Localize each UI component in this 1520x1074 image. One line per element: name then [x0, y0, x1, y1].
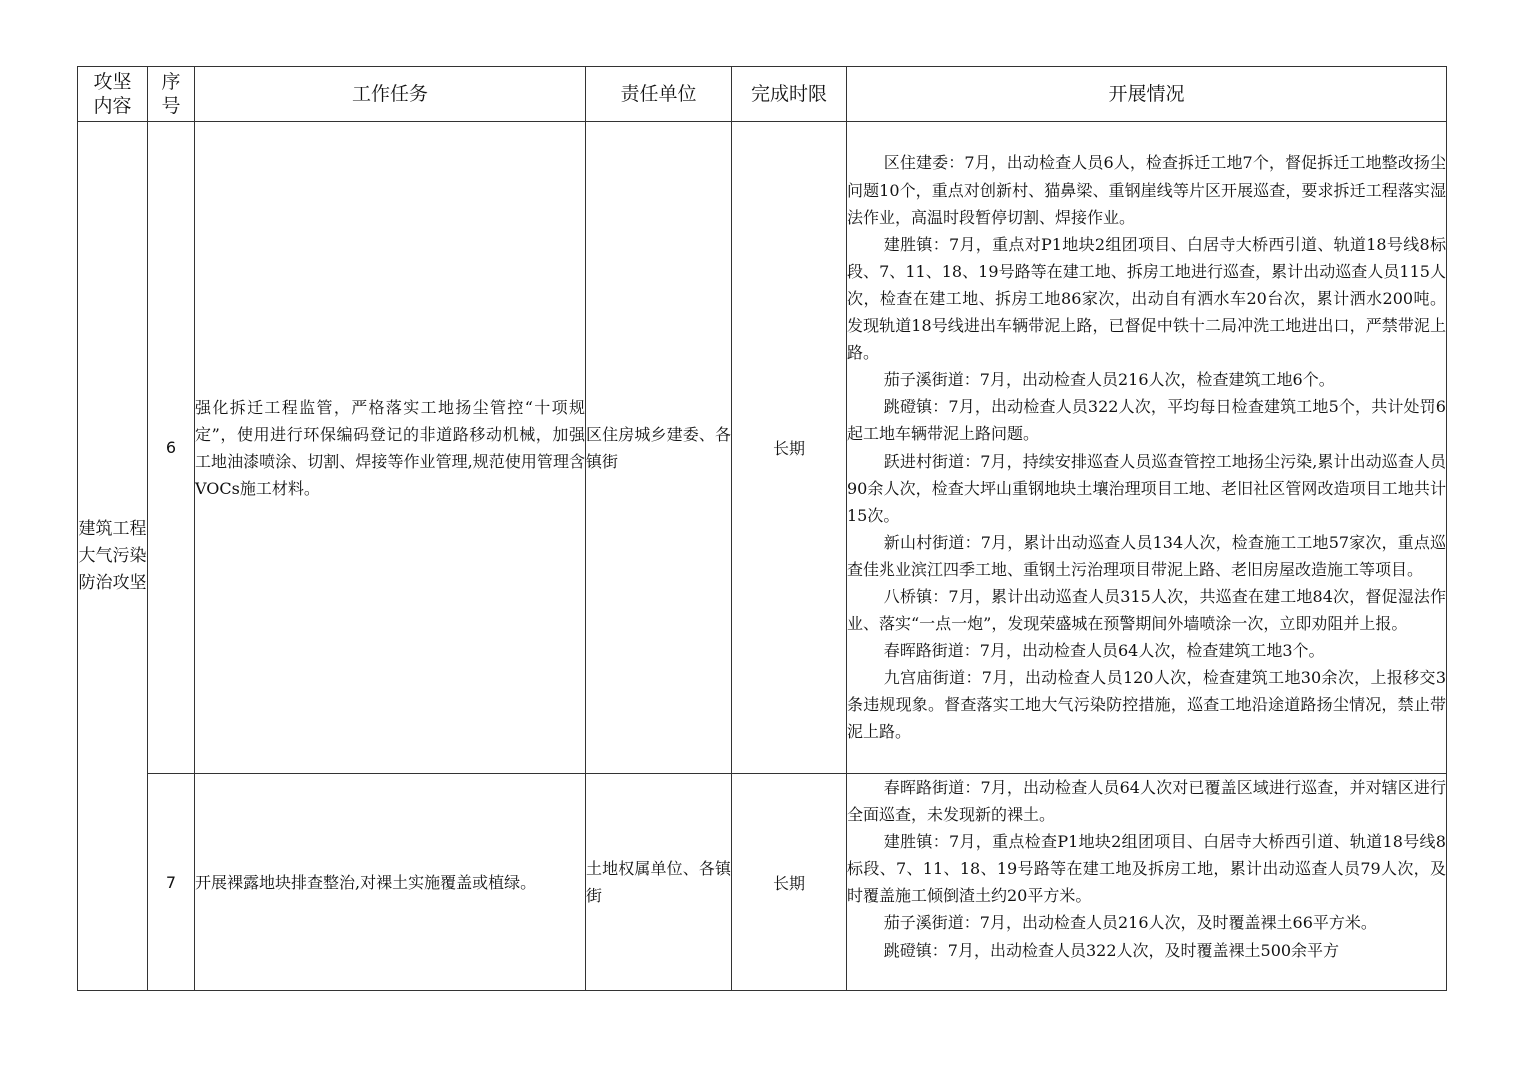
table-row	[78, 122, 1447, 774]
header-progress: 开展情况	[847, 67, 1447, 122]
progress-paragraph: 跳磴镇：7月，出动检查人员322人次，平均每日检查建筑工地5个，共计处罚6起工地车辆带泥上路问题。	[847, 397, 1446, 444]
progress-paragraph: 茄子溪街道：7月，出动检查人员216人次，及时覆盖裸土66平方米。	[883, 913, 1377, 933]
seq-cell: 7	[148, 774, 195, 991]
header-deadline: 完成时限	[732, 67, 847, 122]
deadline-cell: 长期	[732, 774, 847, 991]
progress-paragraph: 八桥镇：7月，累计出动巡查人员315人次，共巡查在建工地84次，督促湿法作业、落实“一点一炮”，发现荣盛城在预警期间外墙喷涂一次，立即劝阻并上报。	[847, 586, 1446, 634]
table-row	[78, 774, 1447, 991]
header-row	[78, 67, 1447, 122]
progress-paragraph: 区住建委：7月，出动检查人员6人，检查拆迁工地7个，督促拆迁工地整改扬尘问题10个，重点对创新村、猫鼻梁、重钢崖线等片区开展巡查，要求拆迁工程落实湿法作业，高温时段暂停切割、焊接作业。	[847, 153, 1446, 227]
progress-cell	[847, 774, 1447, 991]
seq-cell: 6	[148, 122, 195, 774]
unit-cell: 区住房城乡建委、各镇街	[586, 122, 732, 774]
task-cell: 强化拆迁工程监管，严格落实工地扬尘管控“十项规定”，使用进行环保编码登记的非道路移动机械，加强工地油漆喷涂、切割、焊接等作业管理,规范使用管理含VOCs施工材料。	[195, 122, 586, 774]
header-task: 工作任务	[195, 67, 586, 122]
work-progress-table	[77, 66, 1447, 991]
progress-paragraph: 跃进村街道：7月，持续安排巡查人员巡查管控工地扬尘污染,累计出动巡查人员90余人次，检查大坪山重钢地块土壤治理项目工地、老旧社区管网改造项目工地共计15次。	[847, 451, 1446, 525]
progress-paragraph: 春晖路街道：7月，出动检查人员64人次对已覆盖区域进行巡查，并对辖区进行全面巡查，未发现新的裸土。	[847, 778, 1446, 825]
header-seq: 序号	[148, 67, 195, 122]
progress-paragraph: 新山村街道：7月，累计出动巡查人员134人次，检查施工工地57家次，重点巡查佳兆业滨江四季工地、重钢土污治理项目带泥上路、老旧房屋改造施工等项目。	[847, 532, 1446, 579]
progress-paragraph: 茄子溪街道：7月，出动检查人员216人次，检查建筑工地6个。	[883, 370, 1335, 390]
progress-paragraph: 春晖路街道：7月，出动检查人员64人次，检查建筑工地3个。	[883, 641, 1325, 661]
progress-paragraph: 建胜镇：7月，重点检查P1地块2组团项目、白居寺大桥西引道、轨道18号线8标段、7、11、18、19号路等在建工地及拆房工地，累计出动巡查人员79人次，及时覆盖施工倾倒渣土约20平方米。	[847, 832, 1446, 906]
deadline-cell: 长期	[732, 122, 847, 774]
header-unit: 责任单位	[586, 67, 732, 122]
category-cell: 建筑工程大气污染防治攻坚	[78, 122, 148, 991]
progress-paragraph: 建胜镇：7月，重点对P1地块2组团项目、白居寺大桥西引道、轨道18号线8标段、7、11、18、19号路等在建工地、拆房工地进行巡查，累计出动巡查人员115人次，检查在建工地、拆房工地86家次，出动自有洒水车20台次，累计洒水200吨。发现轨道18号线进出车辆带泥上路，已督促中铁十二局冲洗工地进出口，严禁带泥上路。	[847, 234, 1446, 363]
header-category: 攻坚内容	[78, 67, 148, 122]
task-cell: 开展裸露地块排查整治,对裸土实施覆盖或植绿。	[195, 774, 586, 991]
progress-paragraph: 跳磴镇：7月，出动检查人员322人次，及时覆盖裸土500余平方	[883, 940, 1340, 960]
progress-paragraph: 九宫庙街道：7月，出动检查人员120人次，检查建筑工地30余次，上报移交3条违规现象。督查落实工地大气污染防控措施，巡查工地沿途道路扬尘情况，禁止带泥上路。	[847, 668, 1446, 742]
unit-cell: 土地权属单位、各镇街	[586, 774, 732, 991]
progress-cell	[847, 122, 1447, 774]
